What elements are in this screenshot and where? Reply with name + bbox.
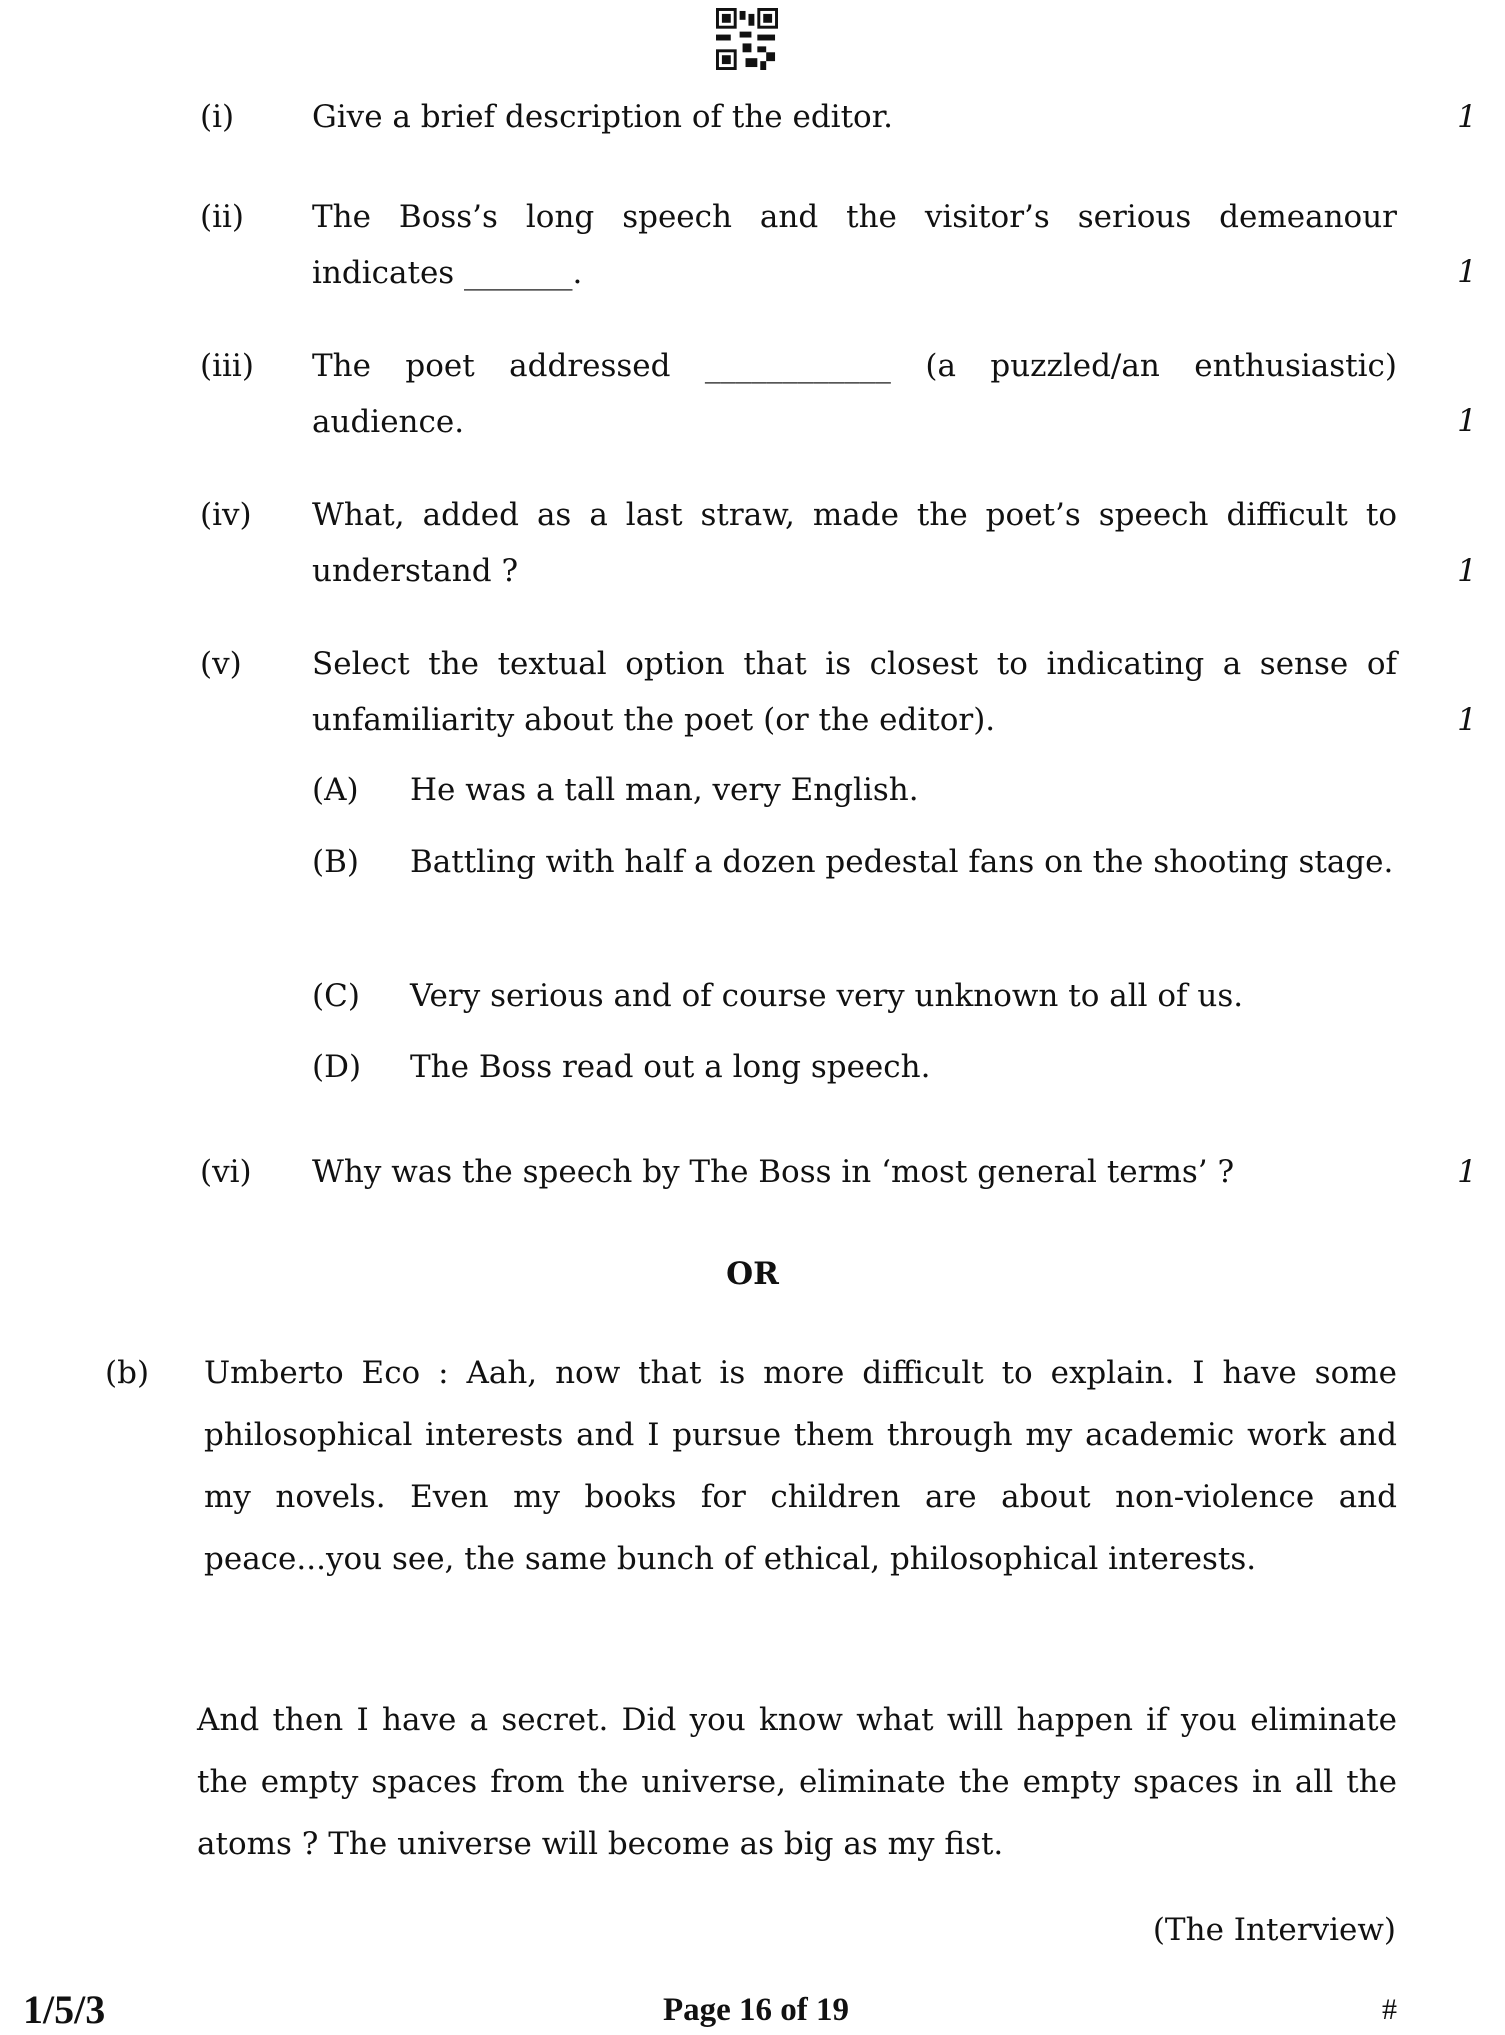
- question-marks: 1: [1457, 1154, 1477, 1190]
- option-label: (C): [312, 978, 360, 1014]
- question-marks: 1: [1457, 99, 1477, 135]
- question-marks: 1: [1457, 403, 1477, 439]
- qr-code-icon: [716, 8, 778, 70]
- option-label: (B): [312, 844, 359, 880]
- question-text: The Boss’s long speech and the visitor’s serious demeanour indicates _______.: [312, 199, 1397, 291]
- option-label: (A): [312, 772, 359, 808]
- question-label: (iii): [200, 348, 254, 384]
- question-label: (vi): [200, 1154, 252, 1190]
- part-b-label: (b): [105, 1355, 150, 1391]
- passage-paragraph-2: And then I have a secret. Did you know what will happen if you eliminate the empty spaces from the universe, eliminate the empty spaces in all the atoms ? The universe will become as big as my fist.: [197, 1702, 1397, 1862]
- option-text: Battling with half a dozen pedestal fans on the shooting stage.: [410, 844, 1394, 880]
- question-text: What, added as a last straw, made the poet’s speech difficult to understand ?: [312, 497, 1397, 589]
- question-text: Select the textual option that is closest to indicating a sense of unfamiliarity about the poet (or the editor).: [312, 646, 1397, 738]
- option-text: He was a tall man, very English.: [410, 772, 919, 808]
- question-label: (ii): [200, 199, 245, 235]
- passage-source: (The Interview): [1152, 1912, 1396, 1948]
- question-label: (v): [200, 646, 242, 682]
- question-marks: 1: [1457, 702, 1477, 738]
- question-text: Give a brief description of the editor.: [312, 99, 893, 135]
- option-label: (D): [312, 1049, 362, 1085]
- paper-code: 1/5/3: [23, 1987, 106, 2032]
- question-label: (iv): [200, 497, 252, 533]
- or-heading: OR: [726, 1256, 779, 1292]
- question-label: (i): [200, 99, 235, 135]
- question-text: The poet addressed ____________ (a puzzled/an enthusiastic) audience.: [312, 348, 1397, 440]
- question-marks: 1: [1457, 254, 1477, 290]
- passage-paragraph-1: Umberto Eco : Aah, now that is more difficult to explain. I have some philosophical interests and I pursue them through my academic work and my novels. Even my books for children are about non-violence and peace...you see, the same bunch of ethical, philosophical interests.: [204, 1355, 1397, 1577]
- page-number: Page 16 of 19: [662, 1992, 850, 2028]
- hash-mark: #: [1382, 1993, 1397, 2026]
- option-text: Very serious and of course very unknown to all of us.: [410, 978, 1244, 1014]
- option-text: The Boss read out a long speech.: [410, 1049, 931, 1085]
- question-marks: 1: [1457, 553, 1477, 589]
- question-text: Why was the speech by The Boss in ‘most general terms’ ?: [312, 1154, 1235, 1190]
